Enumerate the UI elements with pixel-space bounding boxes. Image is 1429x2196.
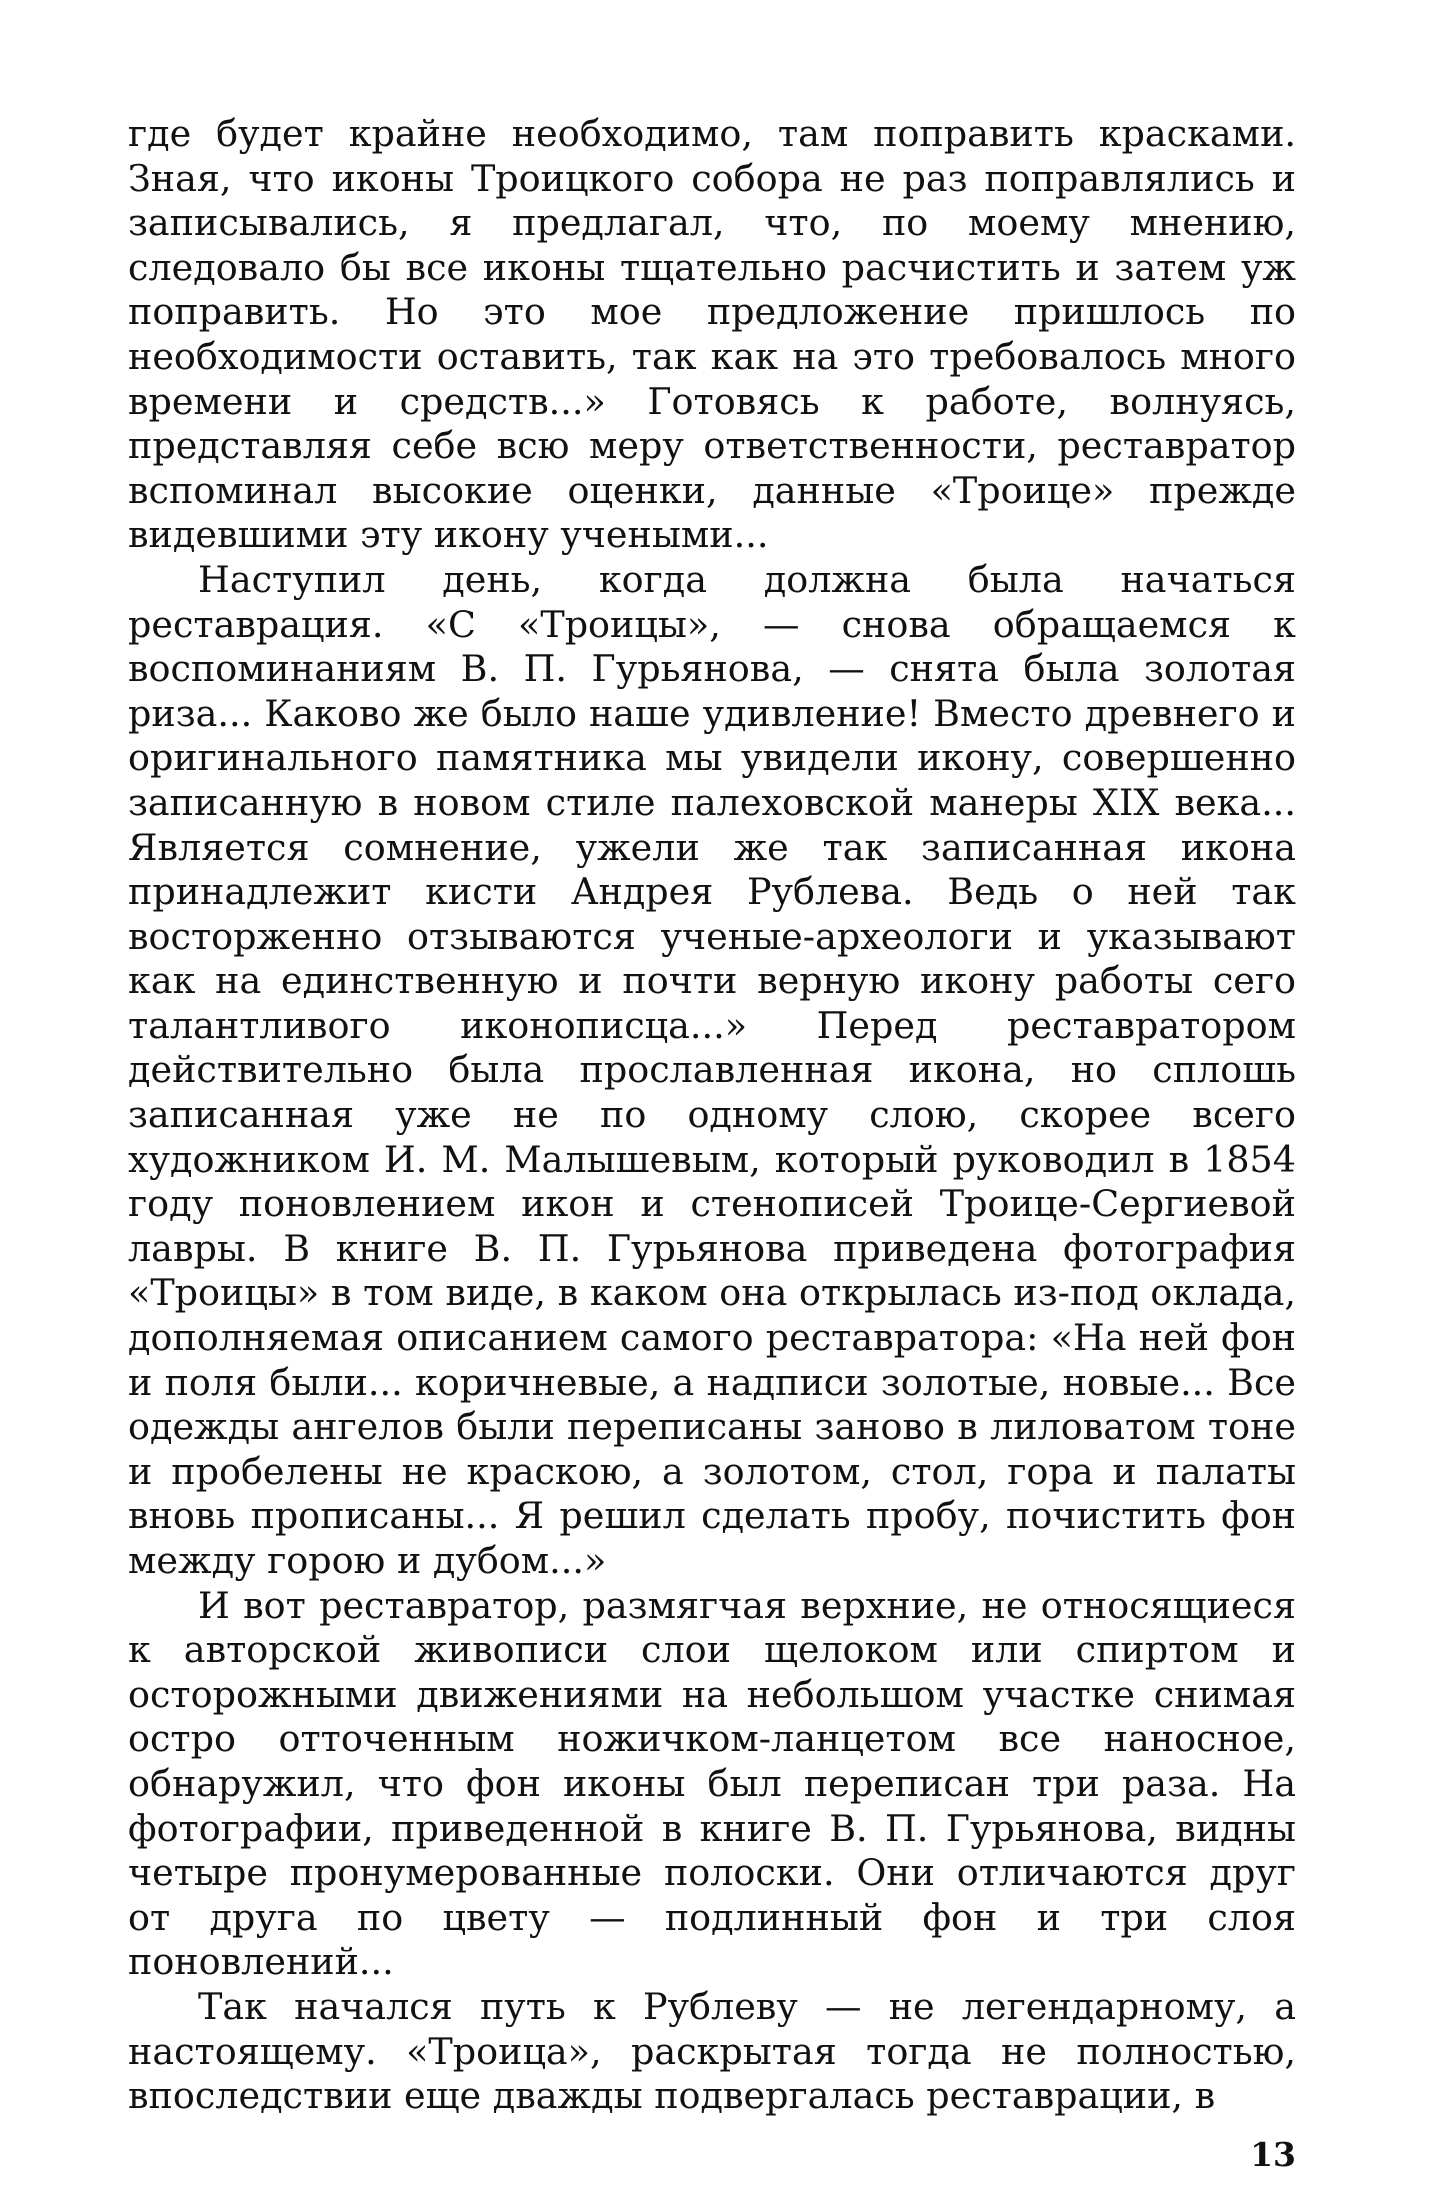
page-number: 13 — [1250, 2135, 1296, 2174]
paragraph-3: И вот реставратор, размягчая верхние, не относящиеся к авторской живописи слои щелоком или спиртом и осторожными движениями на небольшом участке снимая остро отточенным ножичком-ланцетом все наносное, обнаружил, что фон иконы был переписан три раза. На фотографии, приведенной в книге В. П. Гурьянова, видны четыре пронумерованные полоски. Они отличаются друг от друга по цвету — подлинный фон и три слоя поновлений... — [128, 1583, 1296, 1984]
paragraph-1: где будет крайне необходимо, там поправить красками. Зная, что иконы Троицкого собора не раз поправлялись и записывались, я предлагал, что, по моему мнению, следовало бы все иконы тщательно расчистить и затем уж поправить. Но это мое предложение пришлось по необходимости оставить, так как на это требовалось много времени и средств...» Готовясь к работе, волнуясь, представляя себе всю меру ответственности, реставратор вспоминал высокие оценки, данные «Троице» прежде видевшими эту икону учеными... — [128, 112, 1296, 557]
page-body — [128, 112, 1296, 2119]
paragraph-4: Так начался путь к Рублеву — не легендарному, а настоящему. «Троица», раскрытая тогда не полностью, впоследствии еще дважды подвергалась реставрации, в — [128, 1984, 1296, 2118]
paragraph-2: Наступил день, когда должна была начаться реставрация. «С «Троицы», — снова обращаемся к воспоминаниям В. П. Гурьянова, — снята была золотая риза... Каково же было наше удивление! Вместо древнего и оригинального памятника мы увидели икону, совершенно записанную в новом стиле палеховской манеры XIX века... Является сомнение, ужели же так записанная икона принадлежит кисти Андрея Рублева. Ведь о ней так восторженно отзываются ученые-археологи и указывают как на единственную и почти верную икону работы сего талантливого иконописца...» Перед реставратором действительно была прославленная икона, но сплошь записанная уже не по одному слою, скорее всего художником И. М. Малышевым, который руководил в 1854 году поновлением икон и стенописей Троице-Сергиевой лавры. В книге В. П. Гурьянова приведена фотография «Троицы» в том виде, в каком она открылась из-под оклада, дополняемая описанием самого реставратора: «На ней фон и поля были... коричневые, а надписи золотые, новые... Все одежды ангелов были переписаны заново в лиловатом тоне и пробелены не краскою, а золотом, стол, гора и палаты вновь прописаны... Я решил сделать пробу, почистить фон между горою и дубом...» — [128, 557, 1296, 1582]
